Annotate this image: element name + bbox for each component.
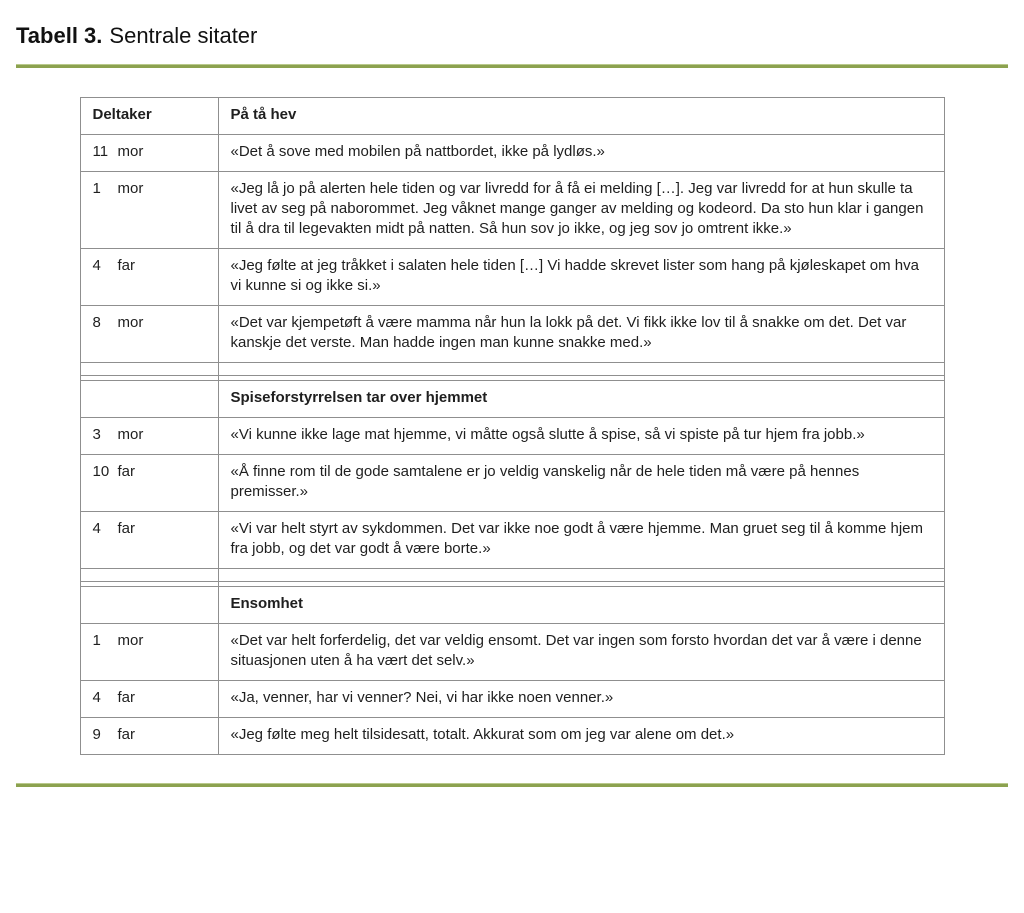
table-row-quote [80, 455, 944, 512]
participant-cell [80, 418, 218, 455]
table-row-section [80, 381, 944, 418]
participant-role: mor [117, 632, 144, 649]
participant-cell [80, 381, 218, 418]
quote-text: «Jeg lå jo på alerten hele tiden og var livredd for å få ei melding […]. Jeg var livredd for at hun skulle ta livet av seg på naborommet. Jeg våknet mange ganger av melding og kodeord. Da sto hun klar i gangen til å dra til legevakten midt på natten. Så hun sov jo ikke, og jeg sov jo omtrent ikke.» [218, 172, 944, 249]
participant-number: 9 [92, 726, 101, 743]
participant-cell [80, 587, 218, 624]
table-row-quote [80, 306, 944, 363]
participant-role: mor [117, 143, 144, 160]
section-header: Spiseforstyrrelsen tar over hjemmet [218, 381, 944, 418]
quote-cell [218, 363, 944, 376]
participant-cell [80, 135, 218, 172]
participant-number: 1 [92, 632, 101, 649]
quote-text: «Det var helt forferdelig, det var veldig ensomt. Det var ingen som forsto hvordan det var å være i denne situasjonen uten å ha vært det selv.» [218, 624, 944, 681]
participant-number: 1 [92, 180, 101, 197]
table-row-quote [80, 624, 944, 681]
quote-text: «Ja, venner, har vi venner? Nei, vi har ikke noen venner.» [218, 681, 944, 718]
quote-text: «Jeg følte meg helt tilsidesatt, totalt. Akkurat som om jeg var alene om det.» [218, 718, 944, 755]
participant-cell [80, 624, 218, 681]
participant-cell [80, 249, 218, 306]
participant-role: far [117, 520, 136, 537]
participant-cell [80, 569, 218, 582]
participant-number: 8 [92, 314, 101, 331]
table-row-spacer [80, 363, 944, 376]
table-row-quote [80, 718, 944, 755]
table-caption [0, 0, 1024, 50]
participant-cell [80, 306, 218, 363]
quote-text: «Jeg følte at jeg tråkket i salaten hele tiden […] Vi hadde skrevet lister som hang på kjøleskapet om hva vi kunne si og ikke si.» [218, 249, 944, 306]
table-row-spacer [80, 569, 944, 582]
participant-number: 3 [92, 426, 101, 443]
table-row-quote [80, 249, 944, 306]
quote-text: «Vi var helt styrt av sykdommen. Det var ikke noe godt å være hjemme. Man gruet seg til å komme hjem fra jobb, og det var godt å være borte.» [218, 512, 944, 569]
participant-role: mor [117, 180, 144, 197]
participant-role: far [117, 463, 136, 480]
participant-cell [80, 681, 218, 718]
participant-role: far [117, 726, 136, 743]
bottom-rule-divider [16, 783, 1008, 787]
participant-number: 11 [92, 143, 109, 160]
table-caption-title: Sentrale sitater [109, 23, 258, 48]
participant-role: mor [117, 426, 144, 443]
participant-role: mor [117, 314, 144, 331]
table-row-quote [80, 418, 944, 455]
quote-text: «Å finne rom til de gode samtalene er jo veldig vanskelig når de hele tiden må være på hennes premisser.» [218, 455, 944, 512]
table-row-quote [80, 512, 944, 569]
top-rule-divider [16, 64, 1008, 68]
quote-text: «Det å sove med mobilen på nattbordet, ikke på lydløs.» [218, 135, 944, 172]
table-caption-label: Tabell 3. [16, 23, 103, 48]
column-header-theme: På tå hev [218, 98, 944, 135]
quotes-table-body [80, 98, 944, 755]
participant-cell [80, 455, 218, 512]
section-header: Ensomhet [218, 587, 944, 624]
participant-cell [80, 512, 218, 569]
participant-cell [80, 718, 218, 755]
table-row-header [80, 98, 944, 135]
quotes-table [80, 97, 945, 755]
quote-text: «Det var kjempetøft å være mamma når hun la lokk på det. Vi fikk ikke lov til å snakke om det. Det var kanskje det verste. Man hadde ingen man kunne snakke med.» [218, 306, 944, 363]
table-row-quote [80, 681, 944, 718]
column-header-participant: Deltaker [80, 98, 218, 135]
participant-cell [80, 172, 218, 249]
participant-role: far [117, 689, 136, 706]
table-row-quote [80, 135, 944, 172]
participant-role: far [117, 257, 136, 274]
participant-number: 4 [92, 520, 101, 537]
participant-number: 4 [92, 689, 101, 706]
table-row-section [80, 587, 944, 624]
quote-text: «Vi kunne ikke lage mat hjemme, vi måtte også slutte å spise, så vi spiste på tur hjem fra jobb.» [218, 418, 944, 455]
participant-number: 10 [92, 463, 110, 480]
quote-cell [218, 569, 944, 582]
table-row-quote [80, 172, 944, 249]
participant-number: 4 [92, 257, 101, 274]
participant-cell [80, 363, 218, 376]
